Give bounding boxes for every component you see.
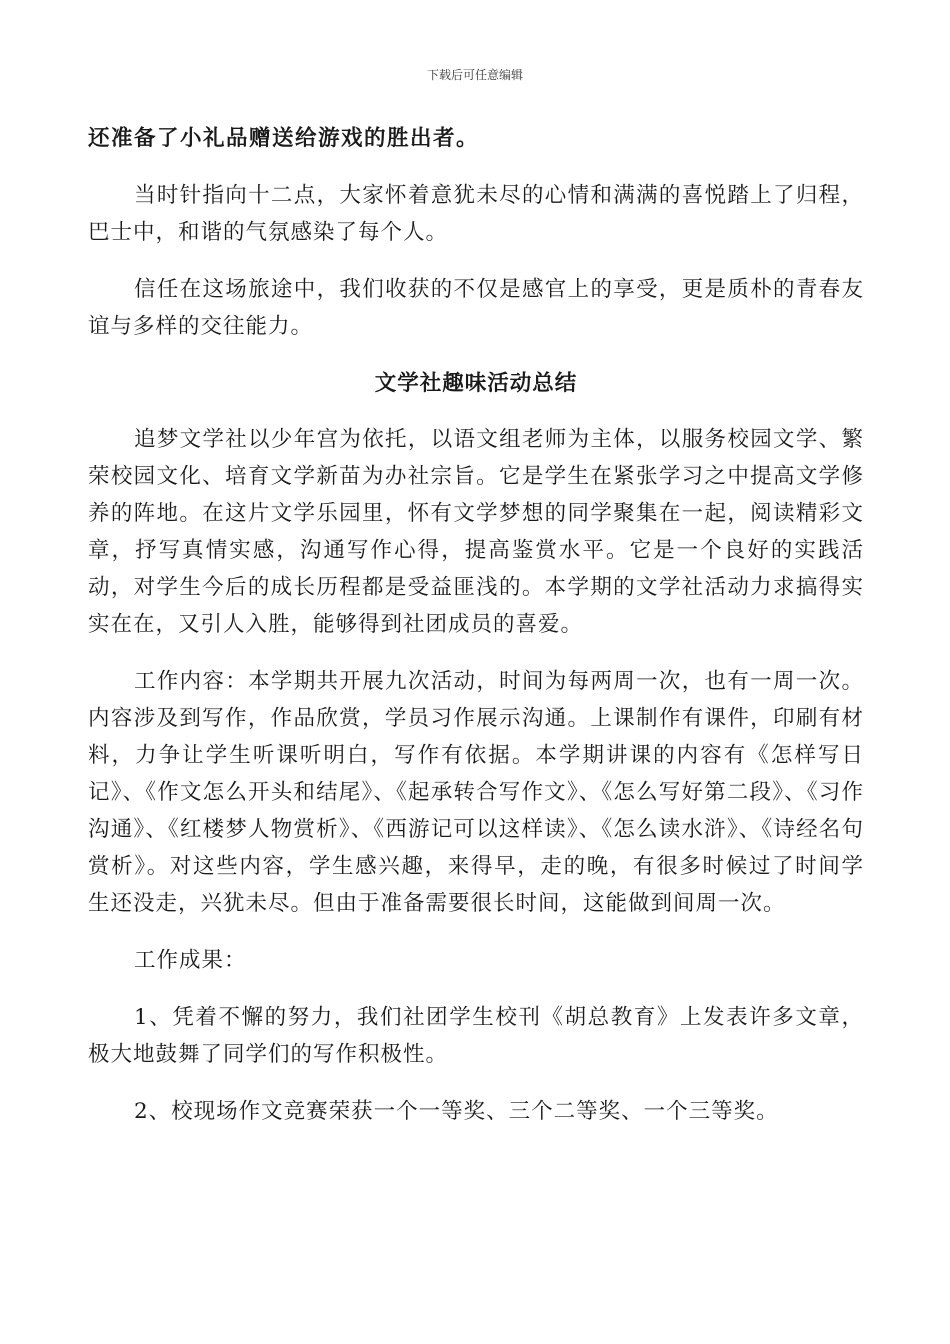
paragraph-work-content: 工作内容：本学期共开展九次活动，时间为每两周一次，也有一周一次。内容涉及到写作，作品欣赏，学员习作展示沟通。上课制作有课件，印刷有材料，力争让学生听课听明白，写作有依据。本学期讲课的内容有《怎样写日记》、《作文怎么开头和结尾》、《起承转合写作文》、《怎么写好第二段》、《习作沟通》、《红楼梦人物赏析》、《西游记可以这样读》、《怎么读水浒》、《诗经名句赏析》。对这些内容，学生感兴趣，来得早，走的晚，有很多时候过了时间学生还没走，兴犹未尽。但由于准备需要很长时间，这能做到间周一次。: [88, 669, 864, 916]
paragraph-return-trip: 当时针指向十二点，大家怀着意犹未尽的心情和满满的喜悦踏上了归程，巴士中，和谐的气氛感染了每个人。: [88, 183, 864, 245]
paragraph-result-2: 2、校现场作文竞赛荣获一个一等奖、三个二等奖、一个三等奖。: [134, 1099, 779, 1124]
paragraph-result-1: 1、凭着不懈的努力，我们社团学生校刊《胡总教育》上发表许多文章，极大地鼓舞了同学们的写作积极性。: [88, 1005, 864, 1067]
paragraph-results-heading: 工作成果：: [134, 948, 247, 973]
section-title: 文学社趣味活动总结: [374, 371, 578, 396]
document-body: [88, 120, 864, 1150]
paragraph-intro: 追梦文学社以少年宫为依托，以语文组老师为主体，以服务校园文学、繁荣校园文化、培育文学新苗为办社宗旨。它是学生在紧张学习之中提高文学修养的阵地。在这片文学乐园里，怀有文学梦想的同学聚集在一起，阅读精彩文章，抒写真情实感，沟通写作心得，提高鉴赏水平。它是一个良好的实践活动，对学生今后的成长历程都是受益匪浅的。本学期的文学社活动力求搞得实实在在，又引人入胜，能够得到社团成员的喜爱。: [88, 427, 864, 637]
lead-sentence: 还准备了小礼品赠送给游戏的胜出者。: [88, 126, 480, 151]
paragraph-trust: 信任在这场旅途中，我们收获的不仅是感官上的享受，更是质朴的青春友谊与多样的交往能力。: [88, 277, 864, 339]
page-header: 下载后可任意编辑: [426, 68, 523, 82]
